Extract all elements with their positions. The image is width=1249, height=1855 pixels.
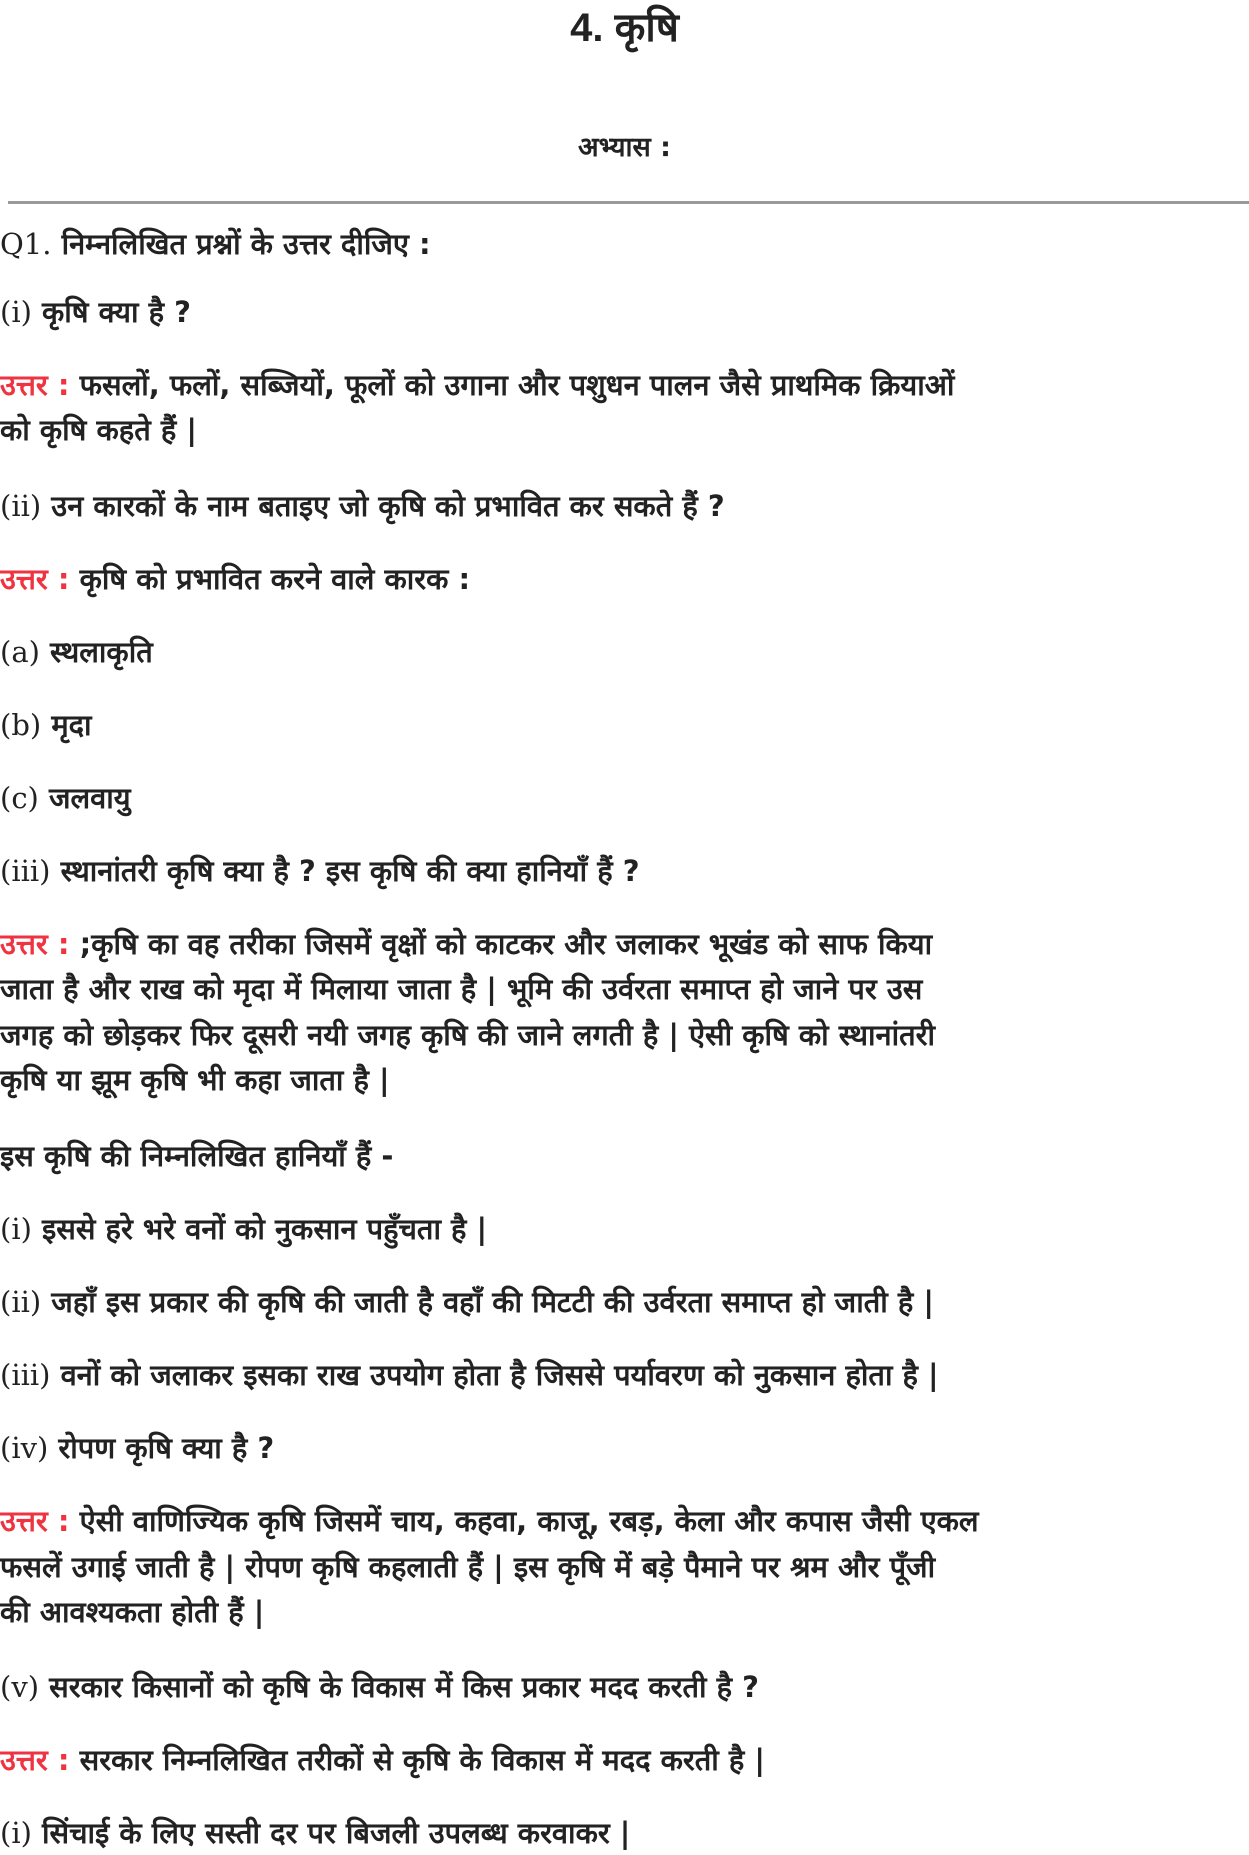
- question-text: निम्नलिखित प्रश्नों के उत्तर दीजिए :: [61, 227, 431, 261]
- item-text: मृदा: [51, 708, 92, 742]
- question-ii: [0, 484, 1249, 528]
- item-number: (iii): [0, 1358, 51, 1392]
- answer-text: कृषि को प्रभावित करने वाले कारक :: [79, 562, 471, 596]
- question-heading: [0, 222, 1249, 266]
- answer-iv-line-2: फसलें उगाई जाती है | रोपण कृषि कहलाती हैं | इस कृषि में बड़े पैमाने पर श्रम और पूँजी: [0, 1550, 936, 1584]
- question-text: सरकार किसानों को कृषि के विकास में किस प्रकार मदद करती है ?: [49, 1670, 759, 1704]
- item-number: (a): [0, 635, 40, 669]
- answer-text: ऐसी वाणिज्यिक कृषि जिसमें चाय, कहवा, काजू, रबड़, केला और कपास जैसी एकल: [79, 1504, 979, 1538]
- answer-text: फसलों, फलों, सब्जियों, फूलों को उगाना और पशुधन पालन जैसे प्राथमिक क्रियाओं: [79, 368, 955, 402]
- list-item: [0, 703, 1249, 747]
- answer-i-line-2: को कृषि कहते हैं |: [0, 413, 197, 447]
- answer-colon: :: [57, 1504, 70, 1538]
- page-title: 4. कृषि: [570, 6, 679, 50]
- question-number: (ii): [0, 489, 42, 523]
- item-text: स्थलाकृति: [50, 635, 153, 669]
- list-item: [0, 1353, 1249, 1397]
- answer-iii-line-2: जाता है और राख को मृदा में मिलाया जाता है | भूमि की उर्वरता समाप्त हो जाने पर उस: [0, 972, 923, 1006]
- question-iv: [0, 1426, 1249, 1470]
- question-text: रोपण कृषि क्या है ?: [58, 1431, 275, 1465]
- answer-label: उत्तर: [0, 927, 48, 961]
- question-iii: [0, 849, 1249, 893]
- answer-colon: :: [57, 368, 70, 402]
- answer-colon: :: [57, 1743, 70, 1777]
- answer-label: उत्तर: [0, 1504, 48, 1538]
- question-text: उन कारकों के नाम बताइए जो कृषि को प्रभावित कर सकते हैं ?: [51, 489, 725, 523]
- answer-text: सरकार निम्नलिखित तरीकों से कृषि के विकास में मदद करती है |: [79, 1743, 765, 1777]
- question-number: (i): [0, 295, 32, 329]
- question-number: (iv): [0, 1431, 49, 1465]
- question-number: (v): [0, 1670, 40, 1704]
- answer-label: उत्तर: [0, 562, 48, 596]
- item-number: (c): [0, 781, 39, 815]
- divider: [8, 201, 1249, 204]
- answer-iv-line-3: की आवश्यकता होती हैं |: [0, 1595, 265, 1629]
- item-text: इससे हरे भरे वनों को नुकसान पहुँचता है |: [42, 1212, 488, 1246]
- list-item: [0, 630, 1249, 674]
- list-item: [0, 1207, 1249, 1251]
- item-number: (i): [0, 1816, 32, 1850]
- item-number: (b): [0, 708, 42, 742]
- answer-v: [0, 1738, 1249, 1782]
- disadvantages-heading: इस कृषि की निम्नलिखित हानियाँ हैं -: [0, 1139, 394, 1173]
- list-item: [0, 1811, 1249, 1855]
- answer-ii: [0, 557, 1249, 601]
- answer-iii-line-4: कृषि या झूम कृषि भी कहा जाता है |: [0, 1063, 390, 1097]
- item-text: जलवायु: [48, 781, 131, 815]
- item-number: (i): [0, 1212, 32, 1246]
- question-v: [0, 1665, 1249, 1709]
- item-text: जहाँ इस प्रकार की कृषि की जाती है वहाँ की मिटटी की उर्वरता समाप्त हो जाती है |: [51, 1285, 934, 1319]
- question-i: [0, 290, 1249, 334]
- question-text: स्थानांतरी कृषि क्या है ? इस कृषि की क्या हानियाँ हैं ?: [60, 854, 640, 888]
- item-number: (ii): [0, 1285, 42, 1319]
- question-number: Q1.: [0, 227, 52, 261]
- answer-colon: :: [57, 562, 70, 596]
- answer-i-line-1: [0, 363, 1249, 407]
- list-item: [0, 1280, 1249, 1324]
- answer-iii-line-3: जगह को छोड़कर फिर दूसरी नयी जगह कृषि की जाने लगती है | ऐसी कृषि को स्थानांतरी: [0, 1018, 936, 1052]
- question-number: (iii): [0, 854, 51, 888]
- answer-label: उत्तर: [0, 1743, 48, 1777]
- answer-iv-line-1: [0, 1499, 1249, 1543]
- answer-colon: :: [57, 927, 70, 961]
- answer-text: ;कृषि का वह तरीका जिसमें वृक्षों को काटकर और जलाकर भूखंड को साफ किया: [79, 927, 933, 961]
- list-item: [0, 776, 1249, 820]
- section-title: अभ्यास :: [578, 132, 671, 163]
- answer-label: उत्तर: [0, 368, 48, 402]
- item-text: सिंचाई के लिए सस्ती दर पर बिजली उपलब्ध करवाकर |: [42, 1816, 631, 1850]
- item-text: वनों को जलाकर इसका राख उपयोग होता है जिससे पर्यावरण को नुकसान होता है |: [60, 1358, 939, 1392]
- question-text: कृषि क्या है ?: [42, 295, 191, 329]
- answer-iii-line-1: [0, 922, 1249, 966]
